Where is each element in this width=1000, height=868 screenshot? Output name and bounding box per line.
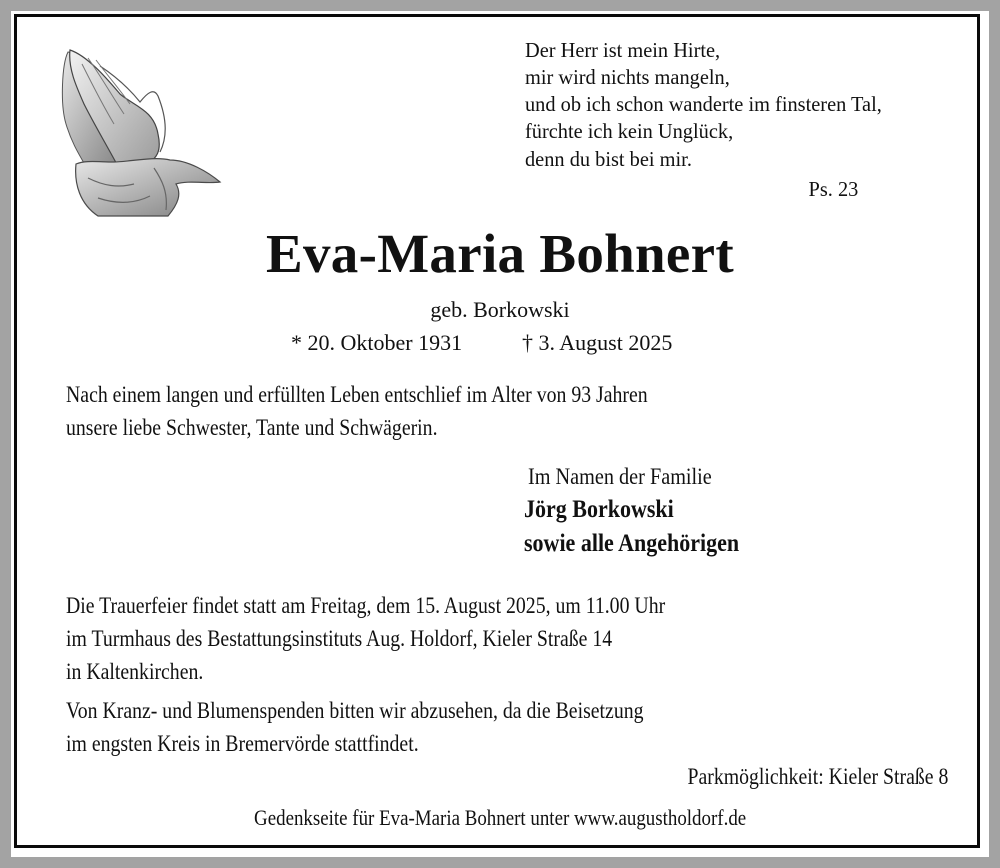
signature-family: sowie alle Angehörigen	[524, 530, 740, 557]
announcement-line: unsere liebe Schwester, Tante und Schwägerin.	[66, 415, 438, 440]
memorial-text: Gedenkseite für Eva-Maria Bohnert unter www.augustholdorf.de	[253, 805, 747, 830]
psalm-line: Der Herr ist mein Hirte,	[525, 38, 721, 62]
signature-name: Jörg Borkowski	[524, 496, 674, 523]
flowers-line: Von Kranz- und Blumenspenden bitten wir abzusehen, da die Beisetzung	[66, 698, 644, 723]
deceased-name: Eva-Maria Bohnert	[266, 223, 734, 284]
birth-date: * 20. Oktober 1931	[291, 330, 463, 355]
psalm-line: und ob ich schon wanderte im finsteren Tal,	[525, 92, 882, 116]
announcement-line: Nach einem langen und erfüllten Leben entschlief im Alter von 93 Jahren	[66, 382, 648, 407]
service-line: Die Trauerfeier findet statt am Freitag, dem 15. August 2025, um 11.00 Uhr	[66, 593, 666, 618]
signature-intro: Im Namen der Familie	[528, 464, 712, 489]
death-date: † 3. August 2025	[522, 330, 673, 355]
psalm-line: mir wird nichts mangeln,	[525, 65, 730, 89]
praying-hands-icon	[58, 44, 224, 220]
flowers-line: im engsten Kreis in Bremervörde stattfindet.	[66, 731, 419, 756]
parking-info: Parkmöglichkeit: Kieler Straße 8	[687, 764, 948, 789]
psalm-line: denn du bist bei mir.	[525, 147, 692, 171]
birth-name: geb. Borkowski	[430, 297, 570, 322]
service-line: in Kaltenkirchen.	[66, 659, 204, 684]
memorial-link[interactable]	[0, 807, 1000, 829]
service-line: im Turmhaus des Bestattungsinstituts Aug. Holdorf, Kieler Straße 14	[66, 626, 613, 651]
psalm-reference: Ps. 23	[808, 177, 858, 201]
psalm-line: fürchte ich kein Unglück,	[525, 119, 734, 143]
